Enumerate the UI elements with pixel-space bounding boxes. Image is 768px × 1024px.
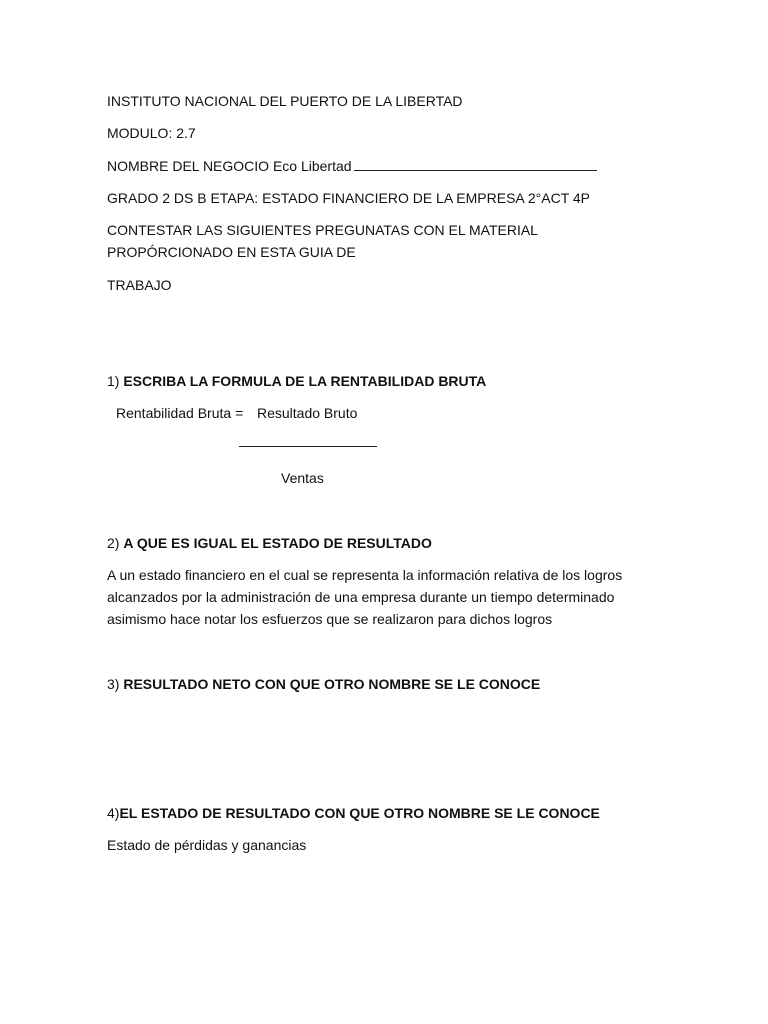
business-name-line (107, 155, 597, 177)
formula-left: Rentabilidad Bruta = (116, 405, 244, 421)
instructions-continued: TRABAJO (107, 277, 172, 293)
instructions: CONTESTAR LAS SIGUIENTES PREGUNATAS CON EL MATERIAL PROPÓRCIONADO EN ESTA GUIA DE (107, 222, 538, 260)
formula-denominator: Ventas (281, 470, 324, 486)
question-4-number: 4) (107, 805, 120, 821)
answer-4: Estado de pérdidas y ganancias (107, 837, 307, 853)
answer-2: A un estado financiero en el cual se representa la información relativa de los logros alcanzados por la administración de una empresa durante un tiempo determinado asimismo hace notar los esfuerzos que se realizaron para dichos logros (107, 567, 623, 627)
business-name-blank (354, 156, 597, 171)
question-4-text: EL ESTADO DE RESULTADO CON QUE OTRO NOMBRE SE LE CONOCE (119, 805, 600, 821)
question-2-number: 2) (107, 535, 120, 551)
question-1 (107, 370, 486, 392)
module-label: MODULO: 2.7 (107, 125, 196, 141)
fraction-bar (239, 446, 377, 447)
business-name-label: NOMBRE DEL NEGOCIO Eco Libertad (107, 158, 352, 174)
question-2-text: A QUE ES IGUAL EL ESTADO DE RESULTADO (123, 535, 432, 551)
formula-numerator: Resultado Bruto (257, 405, 358, 421)
question-2 (107, 532, 432, 554)
question-3-text: RESULTADO NETO CON QUE OTRO NOMBRE SE LE CONOCE (123, 676, 541, 692)
institution-title: INSTITUTO NACIONAL DEL PUERTO DE LA LIBERTAD (107, 93, 463, 109)
question-3 (107, 673, 540, 695)
grade-line: GRADO 2 DS B ETAPA: ESTADO FINANCIERO DE LA EMPRESA 2°ACT 4P (107, 190, 591, 206)
question-1-number: 1) (107, 373, 120, 389)
question-1-text: ESCRIBA LA FORMULA DE LA RENTABILIDAD BRUTA (123, 373, 487, 389)
question-4 (107, 802, 600, 824)
question-3-number: 3) (107, 676, 120, 692)
